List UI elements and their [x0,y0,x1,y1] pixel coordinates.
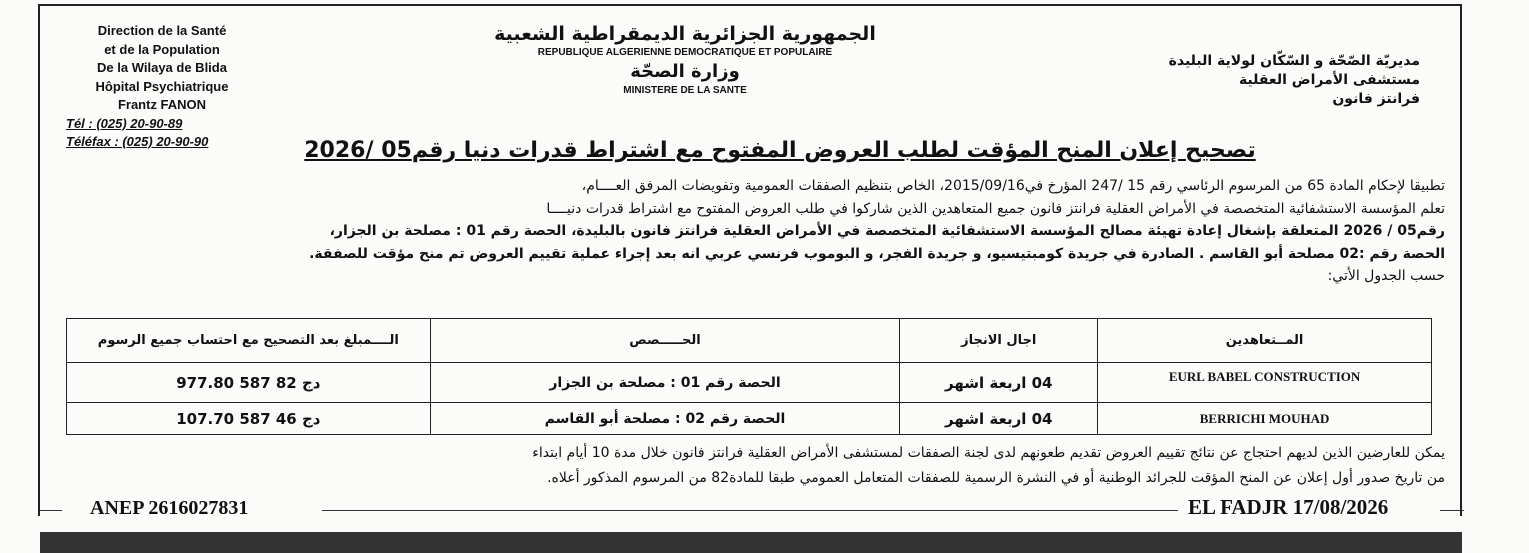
header-left-line2: et de la Population [104,41,220,57]
header-bidder: المــتعاهدين [1098,319,1432,363]
header-right-arabic [1080,52,1420,109]
lot-cell: الحصة رقم 02 : مصلحة أبو القاسم [430,403,900,435]
body-paragraph-2: تعلم المؤسسة الاستشفائية المتخصصة في الأمراض العقلية فرانتز فانون جميع المتعاهدين الذين شاركوا في طلب العروض المفتوح مع اشتراط قدرات دنيــــا [546,200,1445,217]
bidder-cell: EURL BABEL CONSTRUCTION [1098,363,1432,403]
header-left-line3: De la Wilaya de Blida [97,60,227,75]
header-left-telefax: Téléfax : (025) 20-90-90 [66,134,209,149]
footer-rule-left [40,510,62,511]
appeal-notice [60,441,1445,491]
header-left-tel: Tél : (025) 20-90-89 [66,115,183,131]
republic-arabic: الجمهورية الجزائرية الديمقراطية الشعبية [494,23,876,45]
amount-cell: دج 46 587 107.70 [67,403,431,435]
header-center [470,22,900,98]
delay-cell: 04 اربعة اشهر [900,363,1098,403]
delay-cell: 04 اربعة اشهر [900,403,1098,435]
table-header-row [67,319,1432,363]
header-lot: الحـــــصص [430,319,900,363]
anep-reference: ANEP 2616027831 [90,497,249,519]
header-left-line4: Hôpital Psychiatrique [95,78,229,94]
body-paragraph-3: رقم05 / 2026 المتعلقة بإشغال إعادة تهيئة مصالح المؤسسة الاستشفائية المتخصصة في الأمراض العقلية فرانتز فانون بالبليدة، الحصة رقم 01 : مصلحة بن الجزار، [329,223,1445,239]
bidder-cell: BERRICHI MOUHAD [1098,403,1432,435]
header-amount: الــــمبلغ بعد التصحيح مع احتساب جميع الرسوم [67,319,431,363]
ministry-arabic: وزارة الصحّة [630,61,740,82]
notice-title: تصحيح إعلان المنح المؤقت لطلب العروض المفتوح مع اشتراط قدرات دنيا رقم05 /2026 [304,138,1256,163]
header-delay: اجال الانجاز [900,319,1098,363]
header-left-french [62,22,262,152]
body-paragraph-4: الحصة رقم :02 مصلحة أبو القاسم . الصادرة في جريدة كومبتيسيو، و جريدة الفجر، و البوموب فرنسي عربي انه بعد إجراء عملية تقييم العروض تم منح مؤقت للصفقة. [309,245,1445,262]
table-row [67,403,1432,435]
footer-rule-right [1440,510,1464,511]
award-table [66,318,1432,435]
amount-cell: دج 82 587 977.80 [67,363,431,403]
lot-cell: الحصة رقم 01 : مصلحة بن الجزار [430,363,900,403]
scan-dark-band [40,532,1462,553]
header-right-line3: فرانتز فانون [1332,91,1420,107]
header-left-line1: Direction de la Santé [97,23,227,38]
ministry-french: MINISTERE DE LA SANTE [623,85,747,96]
appeal-paragraph-2: من تاريخ صدور أول إعلان عن المنح المؤقت للجرائد الوطنية أو في النشرة الرسمية للصفقات المتعامل العمومي طبقا للمادة82 من المرسوم المذكور أعلاه. [547,470,1445,486]
header-right-line1: مديريّة الصّحّة و السّكّان لولاية البليدة [1168,53,1420,69]
header-left-line5: Frantz FANON [117,97,207,112]
body-paragraph-5: حسب الجدول الأتي: [1327,268,1445,284]
footer-rule-middle [322,510,1178,511]
republic-french: REPUBLIQUE ALGERIENNE DEMOCRATIQUE ET POPULAIRE [537,47,833,58]
header-right-line2: مستشفى الأمراض العقلية [1238,72,1420,88]
appeal-paragraph-1: يمكن للعارضين الذين لديهم احتجاج عن نتائج تقييم العروض تقديم طعونهم لدى لجنة الصفقات لمستشفى الأمراض العقلية فرانتز فانون خلال مدة 10 أيام ابتداء [532,445,1445,461]
table-row [67,363,1432,403]
notice-body [60,175,1445,288]
newspaper-reference: EL FADJR 17/08/2026 [1188,495,1389,519]
body-paragraph-1: تطبيقا لإحكام المادة 65 من المرسوم الرئاسي رقم 15 /247 المؤرخ في2015/09/16، الخاص بتنظيم الصفقات العمومية وتفويضات المرفق العــــام، [581,178,1445,194]
